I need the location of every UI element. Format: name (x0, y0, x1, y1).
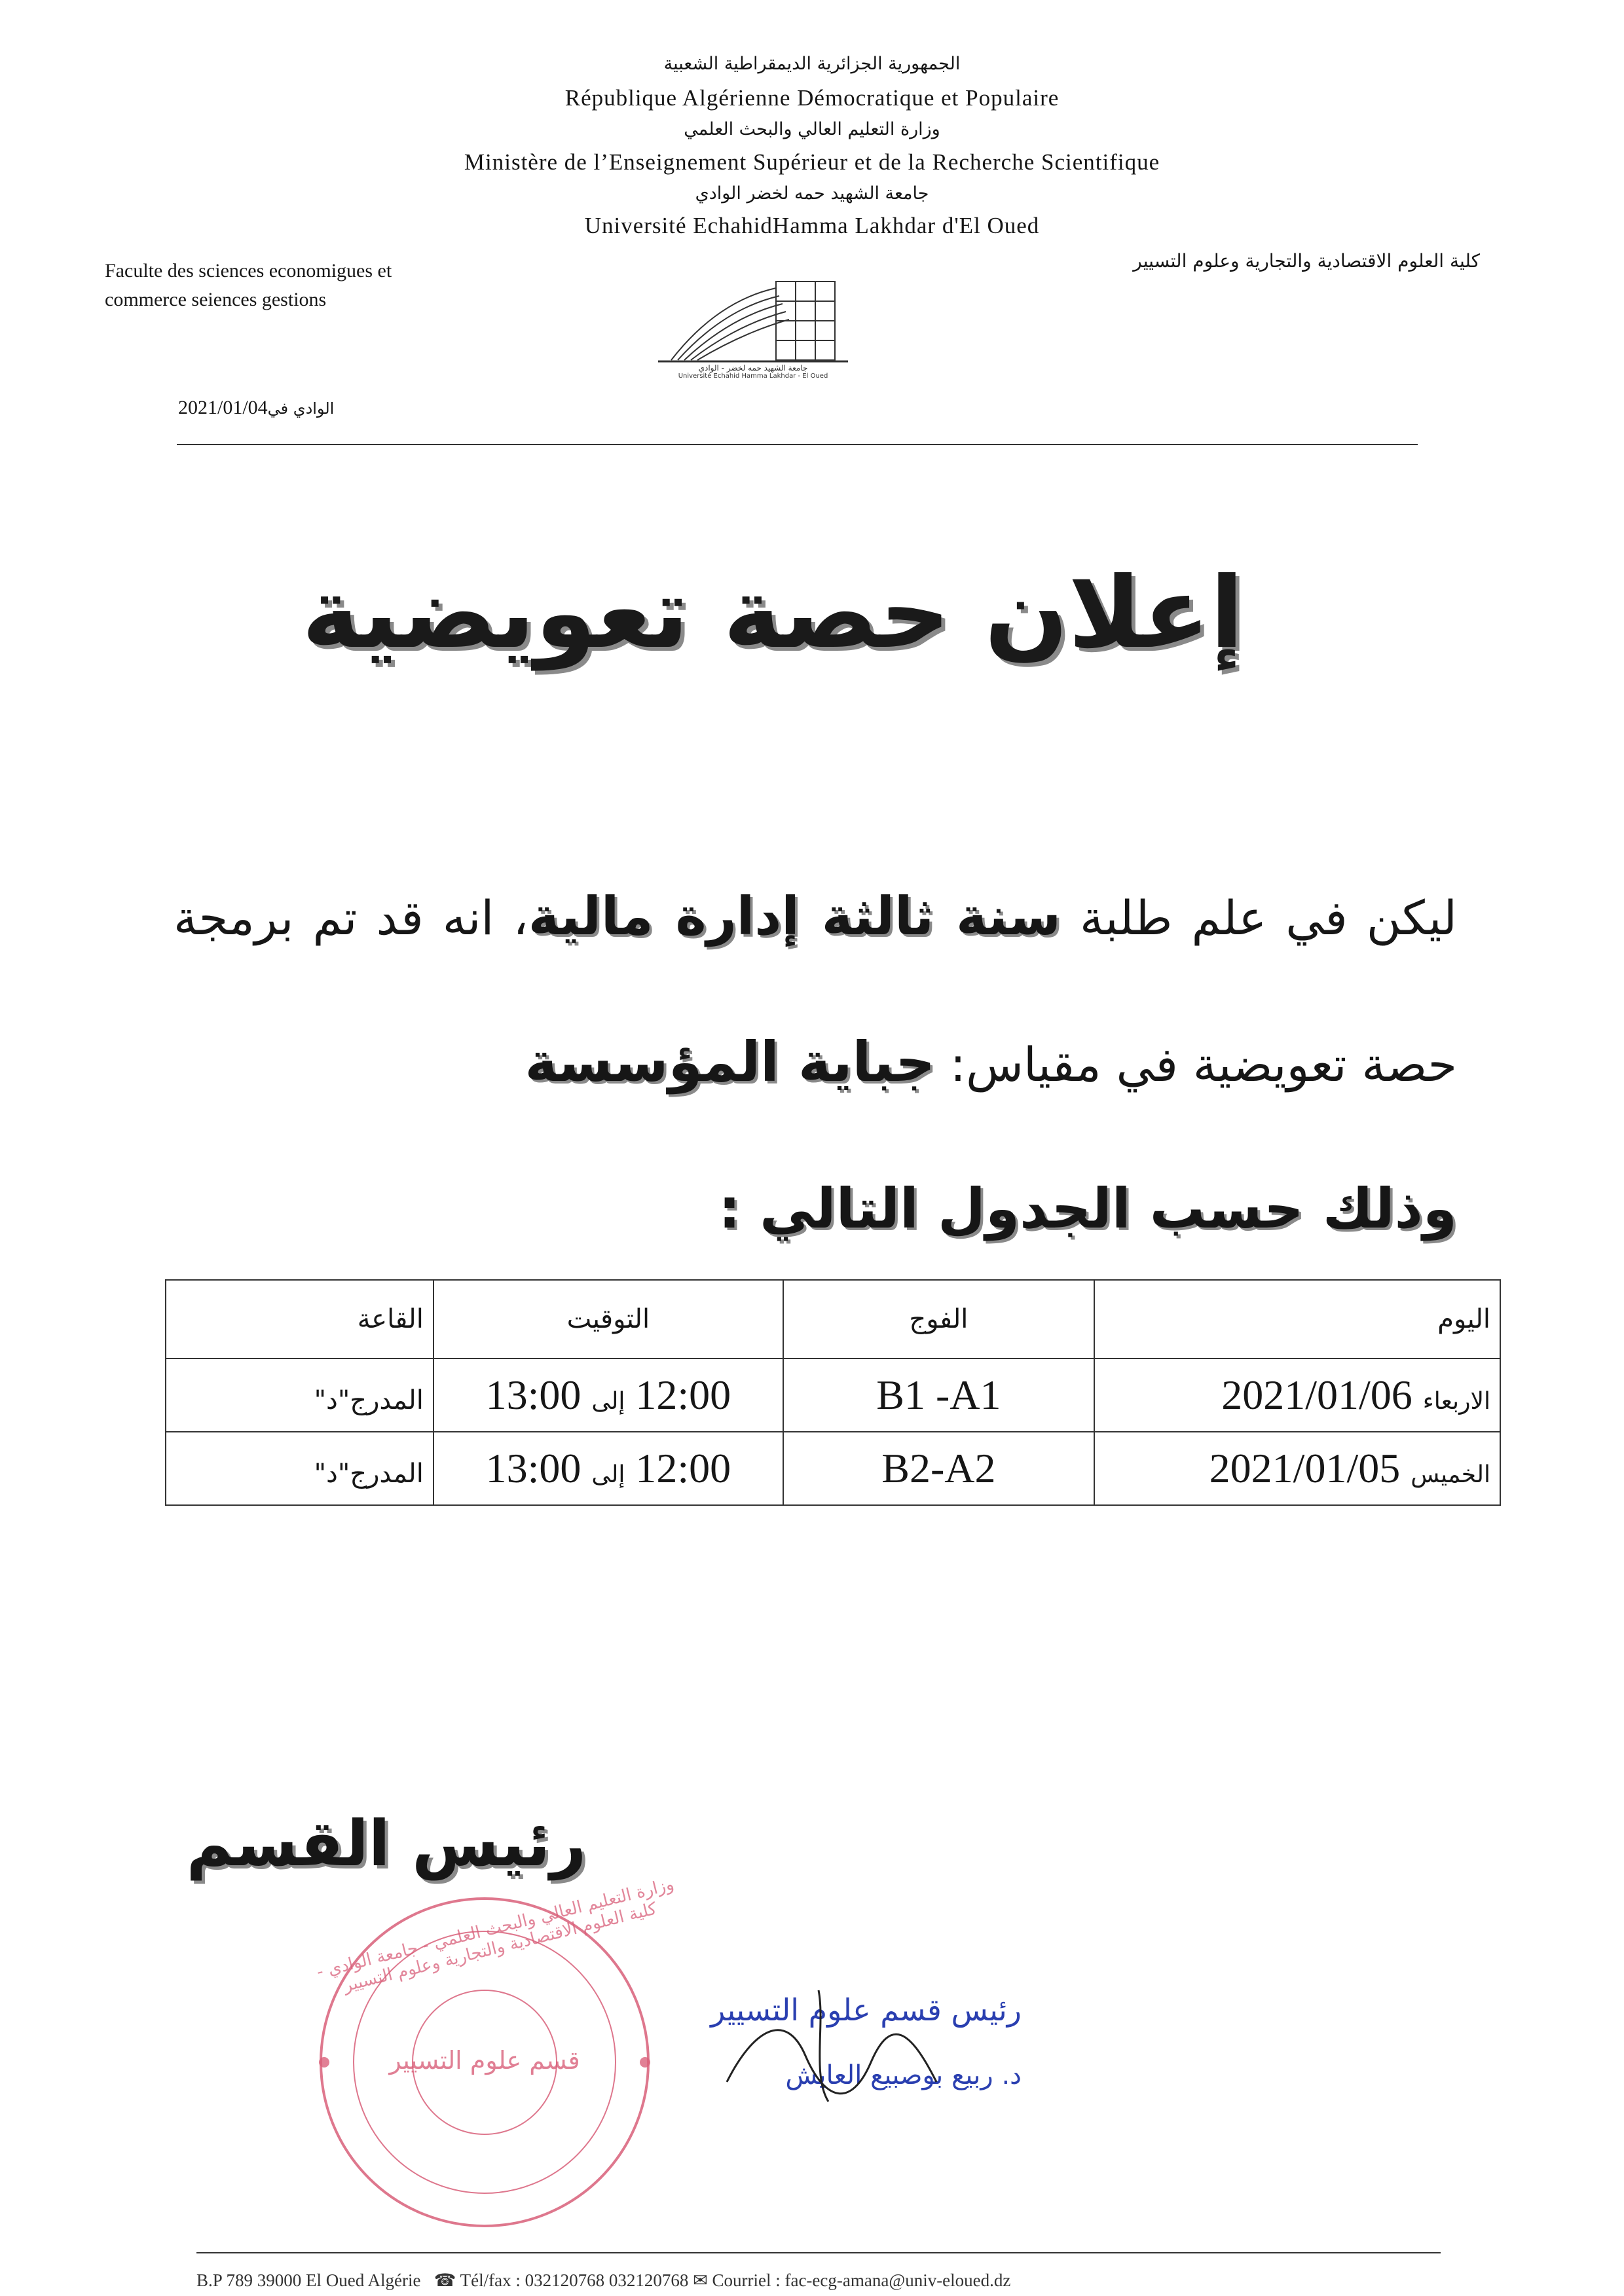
cell-day (1094, 1432, 1500, 1505)
logo-caption-ar: جامعة الشهيد حمه لخضر - الوادي (698, 363, 808, 373)
header-divider (177, 444, 1418, 445)
time-sep: إلى (591, 1461, 625, 1488)
footer-divider (196, 2252, 1441, 2253)
university-ar: جامعة الشهيد حمه لخضر الوادي (695, 183, 929, 204)
table-header-row (166, 1280, 1500, 1358)
signature-scribble-icon (714, 1951, 950, 2121)
cell-time (434, 1432, 783, 1505)
faculty-fr (105, 257, 563, 314)
room-name: المدرج"د" (314, 1459, 424, 1489)
table-row (166, 1358, 1500, 1432)
announcement-body (174, 845, 1457, 1283)
body-p2-a: برمجة حصة تعويضية في مقياس: (174, 890, 1457, 1092)
time-from: 12:00 (635, 1372, 731, 1418)
stamp-center-text: قسم علوم التسيير (389, 2046, 580, 2075)
footer-telfax: Tél/fax : 032120768 032120768 (460, 2270, 689, 2290)
department-head-title: رئيس القسم (186, 1807, 587, 1880)
stamp-outer-text: وزارة التعليم العالي والبحث العلمي - جامعة الوادي - كلية العلوم الاقتصادية والتجارية وعلوم التسيير (314, 1874, 676, 1996)
day-name: الاربعاء (1422, 1388, 1490, 1415)
logo-caption-fr: Université Echahid Hamma Lakhdar - El Oued (678, 373, 828, 380)
footer-email: Courriel : fac-ecg-amana@univ-eloued.dz (712, 2270, 1011, 2290)
header-group: الفوج (783, 1280, 1094, 1358)
faculty-ar: كلية العلوم الاقتصادية والتجارية وعلوم التسيير (1133, 250, 1480, 272)
body-p1-bold: سنة ثالثة إدارة مالية (528, 886, 1061, 947)
date-value: 2021/01/04 (178, 397, 268, 418)
day-date: 2021/01/06 (1221, 1372, 1412, 1418)
header-time: التوقيت (434, 1280, 783, 1358)
body-p1-a: ليكن في علم طلبة (1079, 890, 1457, 945)
body-p1-b: ، انه قد تم (312, 890, 528, 945)
time-sep: إلى (591, 1388, 625, 1415)
ministry-ar: وزارة التعليم العالي والبحث العلمي (684, 119, 940, 139)
phone-icon: ☎ (434, 2270, 456, 2290)
mail-icon: ✉ (693, 2270, 708, 2290)
header-room: القاعة (166, 1280, 434, 1358)
date-label: الوادي في (267, 399, 335, 418)
cell-day (1094, 1358, 1500, 1432)
cell-time (434, 1358, 783, 1432)
cell-room (166, 1432, 434, 1505)
body-p2-bold: جباية المؤسسة (525, 1030, 935, 1094)
day-name: الخميس (1411, 1461, 1490, 1488)
table-row (166, 1432, 1500, 1505)
footer-address: B.P 789 39000 El Oued Algérie (196, 2270, 421, 2290)
announcement-title: إعلان حصة تعويضية (301, 556, 1244, 670)
logo-caption (645, 363, 861, 380)
time-to: 13:00 (485, 1372, 581, 1418)
day-date: 2021/01/05 (1209, 1445, 1401, 1491)
schedule-table (165, 1279, 1501, 1506)
cell-room (166, 1358, 434, 1432)
cell-group: B1 -A1 (783, 1358, 1094, 1432)
faculty-fr-line2: commerce seiences gestions (105, 289, 327, 310)
republic-fr: République Algérienne Démocratique et Populaire (564, 85, 1060, 111)
cell-group: B2-A2 (783, 1432, 1094, 1505)
header-day: اليوم (1094, 1280, 1500, 1358)
date-line (178, 397, 334, 419)
footer-contact (196, 2270, 1441, 2291)
body-p3: وذلك حسب الجدول التالي : (718, 1176, 1457, 1241)
signature-line-2: د. ربيع بوصبيع العايش (785, 2060, 1022, 2090)
signature-line-1: رئيس قسم علوم التسيير (710, 1992, 1022, 2028)
university-logo-icon (645, 262, 861, 380)
room-name: المدرج"د" (314, 1385, 424, 1415)
time-from: 12:00 (635, 1445, 731, 1491)
faculty-fr-line1: Faculte des sciences economigues et (105, 260, 392, 282)
ministry-fr: Ministère de l’Enseignement Supérieur et de la Recherche Scientifique (464, 149, 1160, 175)
time-to: 13:00 (485, 1445, 581, 1491)
republic-ar: الجمهورية الجزائرية الديمقراطية الشعبية (663, 54, 961, 74)
university-fr: Université EchahidHamma Lakhdar d'El Oued (584, 213, 1040, 238)
